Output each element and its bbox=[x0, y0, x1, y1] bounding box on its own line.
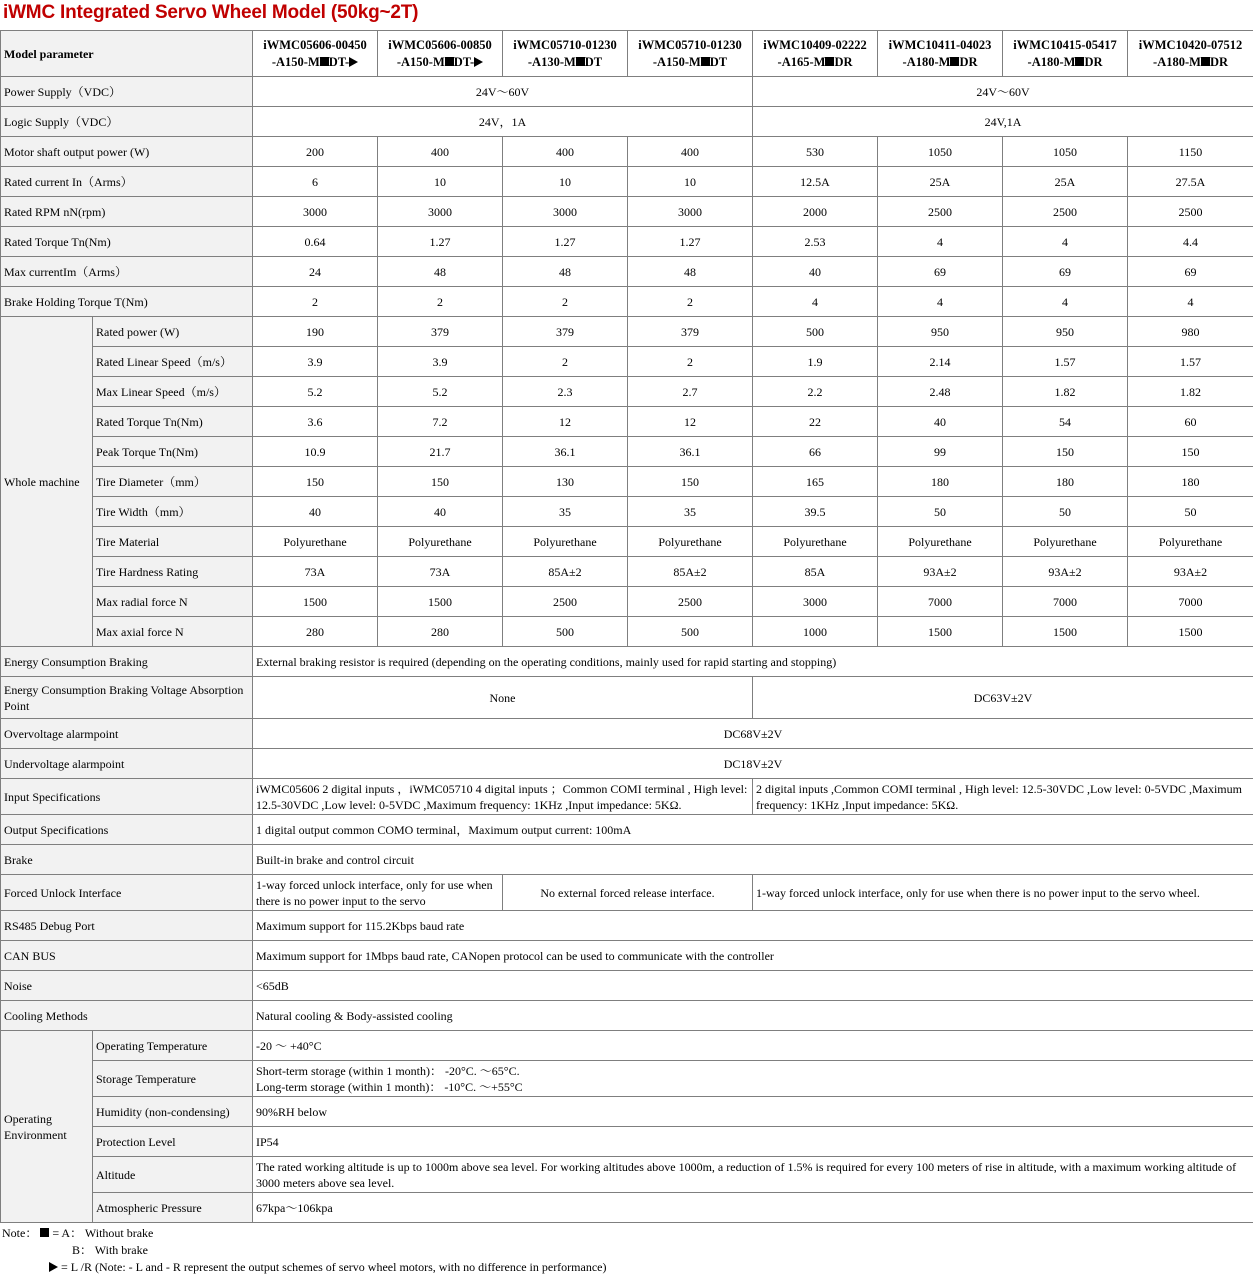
cell-value: 2.3 bbox=[503, 377, 628, 407]
cell-value: 10 bbox=[378, 167, 503, 197]
row-label: Logic Supply（VDC） bbox=[1, 107, 253, 137]
cell-value: 165 bbox=[753, 467, 878, 497]
cell-value: Polyurethane bbox=[378, 527, 503, 557]
cell-value: 1-way forced unlock interface, only for use when there is no power input to the servo wheel. bbox=[753, 875, 1253, 911]
row-label: Motor shaft output power (W) bbox=[1, 137, 253, 167]
cell-value: DC68V±2V bbox=[253, 719, 1253, 749]
cell-value: 180 bbox=[1003, 467, 1128, 497]
cell-value: 1150 bbox=[1128, 137, 1253, 167]
cell-value: 12 bbox=[628, 407, 753, 437]
cell-value: DC63V±2V bbox=[753, 677, 1253, 719]
spec-row bbox=[1, 557, 1253, 587]
spec-row bbox=[1, 347, 1253, 377]
row-label: Rated Torque Tn(Nm) bbox=[93, 407, 253, 437]
cell-value: 36.1 bbox=[503, 437, 628, 467]
spec-row bbox=[1, 1193, 1253, 1223]
cell-value: 40 bbox=[253, 497, 378, 527]
cell-value: 2 bbox=[628, 287, 753, 317]
cell-value: 3000 bbox=[378, 197, 503, 227]
cell-value: 73A bbox=[253, 557, 378, 587]
spec-row bbox=[1, 971, 1253, 1001]
spec-row bbox=[1, 437, 1253, 467]
spec-row bbox=[1, 815, 1253, 845]
cell-value: 180 bbox=[1128, 467, 1253, 497]
cell-value: 4 bbox=[753, 287, 878, 317]
cell-value: Polyurethane bbox=[878, 527, 1003, 557]
spec-row bbox=[1, 407, 1253, 437]
cell-value: 35 bbox=[503, 497, 628, 527]
spec-row bbox=[1, 911, 1253, 941]
row-label: Input Specifications bbox=[1, 779, 253, 815]
cell-value: 48 bbox=[378, 257, 503, 287]
cell-value: 5.2 bbox=[378, 377, 503, 407]
cell-value: 3000 bbox=[628, 197, 753, 227]
cell-value: 3000 bbox=[503, 197, 628, 227]
output-triangle-icon bbox=[474, 57, 483, 67]
model-header: iWMC10411-04023 -A180-M DR bbox=[878, 31, 1003, 77]
cell-value: 21.7 bbox=[378, 437, 503, 467]
spec-row bbox=[1, 1097, 1253, 1127]
cell-value: 1500 bbox=[1128, 617, 1253, 647]
row-label: Output Specifications bbox=[1, 815, 253, 845]
row-label: Storage Temperature bbox=[93, 1061, 253, 1097]
cell-value: 4 bbox=[1128, 287, 1253, 317]
cell-value: 40 bbox=[878, 407, 1003, 437]
spec-row bbox=[1, 1001, 1253, 1031]
model-header: iWMC10409-02222 -A165-M DR bbox=[753, 31, 878, 77]
cell-value: 3.9 bbox=[253, 347, 378, 377]
cell-value: 2.2 bbox=[753, 377, 878, 407]
spec-row bbox=[1, 749, 1253, 779]
output-triangle-icon bbox=[49, 1262, 58, 1272]
spec-row bbox=[1, 527, 1253, 557]
model-header: iWMC05710-01230 -A150-M DT bbox=[628, 31, 753, 77]
footnotes bbox=[2, 1225, 606, 1276]
cell-value: 36.1 bbox=[628, 437, 753, 467]
cell-value: No external forced release interface. bbox=[503, 875, 753, 911]
cell-value: 50 bbox=[1128, 497, 1253, 527]
cell-value: 40 bbox=[378, 497, 503, 527]
cell-value: Natural cooling & Body-assisted cooling bbox=[253, 1001, 1253, 1031]
cell-value: 2000 bbox=[753, 197, 878, 227]
cell-value: 67kpa～106kpa bbox=[253, 1193, 1253, 1223]
cell-value: 7000 bbox=[1003, 587, 1128, 617]
spec-row bbox=[1, 587, 1253, 617]
cell-value: 180 bbox=[878, 467, 1003, 497]
cell-value: 85A±2 bbox=[503, 557, 628, 587]
cell-value: 10.9 bbox=[253, 437, 378, 467]
row-label: Tire Hardness Rating bbox=[93, 557, 253, 587]
cell-value: 2 digital inputs ,Common COMI terminal , High level: 12.5-30VDC ,Low level: 0-5VDC ,Maximum frequency: 1KHz ,Input impedance: 5KΩ. bbox=[753, 779, 1253, 815]
cell-value: 3.6 bbox=[253, 407, 378, 437]
spec-row bbox=[1, 227, 1253, 257]
cell-value: 400 bbox=[628, 137, 753, 167]
cell-value: 50 bbox=[1003, 497, 1128, 527]
cell-value: 1.82 bbox=[1003, 377, 1128, 407]
cell-value: 3000 bbox=[753, 587, 878, 617]
cell-value: 69 bbox=[1128, 257, 1253, 287]
cell-value: 400 bbox=[503, 137, 628, 167]
cell-value: -20 ～ +40°C bbox=[253, 1031, 1253, 1061]
cell-value: 22 bbox=[753, 407, 878, 437]
cell-value: 1.57 bbox=[1003, 347, 1128, 377]
cell-value: 39.5 bbox=[753, 497, 878, 527]
cell-value: 7000 bbox=[1128, 587, 1253, 617]
spec-row bbox=[1, 317, 1253, 347]
spec-row bbox=[1, 1061, 1253, 1097]
row-label: Rated power (W) bbox=[93, 317, 253, 347]
cell-value: 2.7 bbox=[628, 377, 753, 407]
cell-value: 93A±2 bbox=[878, 557, 1003, 587]
cell-value: DC18V±2V bbox=[253, 749, 1253, 779]
cell-value: Polyurethane bbox=[1128, 527, 1253, 557]
cell-value: IP54 bbox=[253, 1127, 1253, 1157]
row-label: Cooling Methods bbox=[1, 1001, 253, 1031]
cell-value: 0.64 bbox=[253, 227, 378, 257]
cell-value: Polyurethane bbox=[1003, 527, 1128, 557]
cell-value: 980 bbox=[1128, 317, 1253, 347]
cell-value: 150 bbox=[1128, 437, 1253, 467]
cell-value: 1 digital output common COMO terminal，Maximum output current: 100mA bbox=[253, 815, 1253, 845]
cell-value: 54 bbox=[1003, 407, 1128, 437]
model-header: iWMC05710-01230 -A130-M DT bbox=[503, 31, 628, 77]
cell-value: 2.14 bbox=[878, 347, 1003, 377]
cell-value: 99 bbox=[878, 437, 1003, 467]
cell-value: 130 bbox=[503, 467, 628, 497]
row-label: Brake bbox=[1, 845, 253, 875]
cell-value: 1.82 bbox=[1128, 377, 1253, 407]
row-label: Energy Consumption Braking Voltage Absorption Point bbox=[1, 677, 253, 719]
row-label: Humidity (non-condensing) bbox=[93, 1097, 253, 1127]
cell-value: 7000 bbox=[878, 587, 1003, 617]
cell-value: 25A bbox=[1003, 167, 1128, 197]
brake-square-icon bbox=[576, 57, 585, 66]
cell-value: 12.5A bbox=[753, 167, 878, 197]
cell-value: 85A bbox=[753, 557, 878, 587]
cell-value: 2.48 bbox=[878, 377, 1003, 407]
spec-row bbox=[1, 617, 1253, 647]
cell-value: 6 bbox=[253, 167, 378, 197]
note-line-c: = L /R (Note: - L and - R represent the output schemes of servo wheel motors, with no difference in performance) bbox=[2, 1259, 606, 1276]
cell-value: 24 bbox=[253, 257, 378, 287]
row-label: Tire Width（mm） bbox=[93, 497, 253, 527]
row-label: RS485 Debug Port bbox=[1, 911, 253, 941]
cell-value: 1500 bbox=[378, 587, 503, 617]
cell-value: 1.27 bbox=[503, 227, 628, 257]
output-triangle-icon bbox=[349, 57, 358, 67]
spec-row bbox=[1, 377, 1253, 407]
cell-value: 1.9 bbox=[753, 347, 878, 377]
group-label-operating-environment: Operating Environment bbox=[1, 1031, 93, 1223]
row-label: Max Linear Speed（m/s） bbox=[93, 377, 253, 407]
brake-square-icon bbox=[701, 57, 710, 66]
cell-value: 150 bbox=[1003, 437, 1128, 467]
row-label: Noise bbox=[1, 971, 253, 1001]
cell-value: 2500 bbox=[628, 587, 753, 617]
row-label: Rated current In（Arms） bbox=[1, 167, 253, 197]
cell-value: 25A bbox=[878, 167, 1003, 197]
cell-value: 2 bbox=[503, 287, 628, 317]
cell-value: 90%RH below bbox=[253, 1097, 1253, 1127]
cell-value: 1.27 bbox=[378, 227, 503, 257]
spec-row bbox=[1, 779, 1253, 815]
cell-value: 5.2 bbox=[253, 377, 378, 407]
row-label: Max axial force N bbox=[93, 617, 253, 647]
cell-value: 27.5A bbox=[1128, 167, 1253, 197]
row-label: Tire Diameter（mm） bbox=[93, 467, 253, 497]
cell-value: iWMC05606 2 digital inputs ，iWMC05710 4 digital inputs ；Common COMI terminal , High level: 12.5-30VDC ,Low level: 0-5VDC ,Maximum frequency: 1KHz ,Input impedance: 5KΩ. bbox=[253, 779, 753, 815]
row-label: Undervoltage alarmpoint bbox=[1, 749, 253, 779]
cell-value: Maximum support for 115.2Kbps baud rate bbox=[253, 911, 1253, 941]
group-label-whole-machine: Whole machine bbox=[1, 317, 93, 647]
brake-square-icon bbox=[1201, 57, 1210, 66]
cell-value: 950 bbox=[1003, 317, 1128, 347]
cell-value: 73A bbox=[378, 557, 503, 587]
cell-value: 150 bbox=[253, 467, 378, 497]
row-label: Rated RPM nN(rpm) bbox=[1, 197, 253, 227]
note-line-a: Note： = A： Without brake bbox=[2, 1226, 154, 1240]
row-label: Protection Level bbox=[93, 1127, 253, 1157]
spec-row bbox=[1, 677, 1253, 719]
cell-value: 1500 bbox=[1003, 617, 1128, 647]
spec-row bbox=[1, 497, 1253, 527]
cell-value: 1000 bbox=[753, 617, 878, 647]
row-label: Forced Unlock Interface bbox=[1, 875, 253, 911]
cell-value: Maximum support for 1Mbps baud rate, CANopen protocol can be used to communicate with the controller bbox=[253, 941, 1253, 971]
cell-value: 4 bbox=[878, 227, 1003, 257]
note-line-b: B： With brake bbox=[72, 1243, 148, 1257]
row-label: Brake Holding Torque T(Nm) bbox=[1, 287, 253, 317]
cell-value: 24V，1A bbox=[253, 107, 753, 137]
brake-square-icon bbox=[445, 57, 454, 66]
cell-value: 60 bbox=[1128, 407, 1253, 437]
row-label: Tire Material bbox=[93, 527, 253, 557]
spec-row bbox=[1, 1127, 1253, 1157]
brake-square-icon bbox=[320, 57, 329, 66]
cell-value: 24V～60V bbox=[253, 77, 753, 107]
spec-row bbox=[1, 467, 1253, 497]
cell-value: 50 bbox=[878, 497, 1003, 527]
cell-value: 2 bbox=[253, 287, 378, 317]
cell-value: External braking resistor is required (depending on the operating conditions, mainly used for rapid starting and stopping) bbox=[253, 647, 1253, 677]
spec-row bbox=[1, 197, 1253, 227]
cell-value: 1500 bbox=[878, 617, 1003, 647]
cell-value: 12 bbox=[503, 407, 628, 437]
cell-value: Short-term storage (within 1 month)： -20°C. ～65°C. Long-term storage (within 1 month)： -10°C. ～+55°C bbox=[253, 1061, 1253, 1097]
spec-row bbox=[1, 1157, 1253, 1193]
cell-value: 2500 bbox=[1003, 197, 1128, 227]
cell-value: <65dB bbox=[253, 971, 1253, 1001]
cell-value: 2500 bbox=[1128, 197, 1253, 227]
cell-value: 1050 bbox=[878, 137, 1003, 167]
row-label: Atmospheric Pressure bbox=[93, 1193, 253, 1223]
cell-value: 150 bbox=[628, 467, 753, 497]
cell-value: 40 bbox=[753, 257, 878, 287]
spec-table bbox=[0, 30, 1253, 1223]
cell-value: 500 bbox=[753, 317, 878, 347]
brake-square-icon bbox=[40, 1228, 49, 1237]
cell-value: Built-in brake and control circuit bbox=[253, 845, 1253, 875]
cell-value: 7.2 bbox=[378, 407, 503, 437]
cell-value: 379 bbox=[378, 317, 503, 347]
spec-row bbox=[1, 107, 1253, 137]
cell-value: 1.57 bbox=[1128, 347, 1253, 377]
row-label: Max currentIm（Arms） bbox=[1, 257, 253, 287]
cell-value: 2.53 bbox=[753, 227, 878, 257]
cell-value: 4.4 bbox=[1128, 227, 1253, 257]
cell-value: 190 bbox=[253, 317, 378, 347]
cell-value: 35 bbox=[628, 497, 753, 527]
cell-value: 2 bbox=[628, 347, 753, 377]
cell-value: 150 bbox=[378, 467, 503, 497]
cell-value: 85A±2 bbox=[628, 557, 753, 587]
page-title: iWMC Integrated Servo Wheel Model (50kg~2T) bbox=[3, 2, 419, 23]
cell-value: 280 bbox=[253, 617, 378, 647]
cell-value: 1500 bbox=[253, 587, 378, 617]
cell-value: Polyurethane bbox=[253, 527, 378, 557]
cell-value: 48 bbox=[628, 257, 753, 287]
row-label: Power Supply（VDC） bbox=[1, 77, 253, 107]
cell-value: 10 bbox=[628, 167, 753, 197]
cell-value: 200 bbox=[253, 137, 378, 167]
spec-row bbox=[1, 647, 1253, 677]
model-header: iWMC10420-07512 -A180-M DR bbox=[1128, 31, 1253, 77]
cell-value: 3.9 bbox=[378, 347, 503, 377]
cell-value: 280 bbox=[378, 617, 503, 647]
row-label: Operating Temperature bbox=[93, 1031, 253, 1061]
cell-value: 3000 bbox=[253, 197, 378, 227]
cell-value: 950 bbox=[878, 317, 1003, 347]
cell-value: Polyurethane bbox=[753, 527, 878, 557]
cell-value: 93A±2 bbox=[1003, 557, 1128, 587]
row-label: Peak Torque Tn(Nm) bbox=[93, 437, 253, 467]
cell-value: 66 bbox=[753, 437, 878, 467]
cell-value: 69 bbox=[1003, 257, 1128, 287]
cell-value: 1050 bbox=[1003, 137, 1128, 167]
cell-value: 2500 bbox=[878, 197, 1003, 227]
row-label: Rated Linear Speed（m/s） bbox=[93, 347, 253, 377]
row-label: Max radial force N bbox=[93, 587, 253, 617]
cell-value: 24V～60V bbox=[753, 77, 1253, 107]
row-label: Energy Consumption Braking bbox=[1, 647, 253, 677]
row-label: CAN BUS bbox=[1, 941, 253, 971]
model-header: iWMC10415-05417 -A180-M DR bbox=[1003, 31, 1128, 77]
cell-value: 1.27 bbox=[628, 227, 753, 257]
cell-value: Polyurethane bbox=[628, 527, 753, 557]
spec-row bbox=[1, 719, 1253, 749]
cell-value: 500 bbox=[503, 617, 628, 647]
model-header: iWMC05606-00450 -A150-M DT- bbox=[253, 31, 378, 77]
row-label: Overvoltage alarmpoint bbox=[1, 719, 253, 749]
cell-value: 1-way forced unlock interface, only for use when there is no power input to the servo bbox=[253, 875, 503, 911]
cell-value: Polyurethane bbox=[503, 527, 628, 557]
spec-row bbox=[1, 875, 1253, 911]
cell-value: 10 bbox=[503, 167, 628, 197]
cell-value: 4 bbox=[1003, 287, 1128, 317]
spec-row bbox=[1, 1031, 1253, 1061]
spec-row bbox=[1, 845, 1253, 875]
cell-value: 400 bbox=[378, 137, 503, 167]
spec-row bbox=[1, 137, 1253, 167]
spec-row bbox=[1, 167, 1253, 197]
header-row bbox=[1, 31, 1253, 77]
cell-value: 93A±2 bbox=[1128, 557, 1253, 587]
cell-value: None bbox=[253, 677, 753, 719]
cell-value: 500 bbox=[628, 617, 753, 647]
cell-value: 379 bbox=[628, 317, 753, 347]
cell-value: 2500 bbox=[503, 587, 628, 617]
cell-value: 530 bbox=[753, 137, 878, 167]
row-label: Rated Torque Tn(Nm) bbox=[1, 227, 253, 257]
cell-value: 4 bbox=[1003, 227, 1128, 257]
cell-value: 4 bbox=[878, 287, 1003, 317]
cell-value: 2 bbox=[503, 347, 628, 377]
model-header: iWMC05606-00850 -A150-M DT- bbox=[378, 31, 503, 77]
spec-row bbox=[1, 257, 1253, 287]
spec-row bbox=[1, 941, 1253, 971]
row-label: Altitude bbox=[93, 1157, 253, 1193]
cell-value: The rated working altitude is up to 1000m above sea level. For working altitudes above 1000m, a reduction of 1.5% is required for every 100 meters of rise in altitude, with a maximum working altitude of 3000 meters above sea level. bbox=[253, 1157, 1253, 1193]
cell-value: 24V,1A bbox=[753, 107, 1253, 137]
model-parameter-label: Model parameter bbox=[1, 31, 253, 77]
cell-value: 48 bbox=[503, 257, 628, 287]
spec-row bbox=[1, 287, 1253, 317]
cell-value: 69 bbox=[878, 257, 1003, 287]
cell-value: 379 bbox=[503, 317, 628, 347]
cell-value: 2 bbox=[378, 287, 503, 317]
spec-row bbox=[1, 77, 1253, 107]
